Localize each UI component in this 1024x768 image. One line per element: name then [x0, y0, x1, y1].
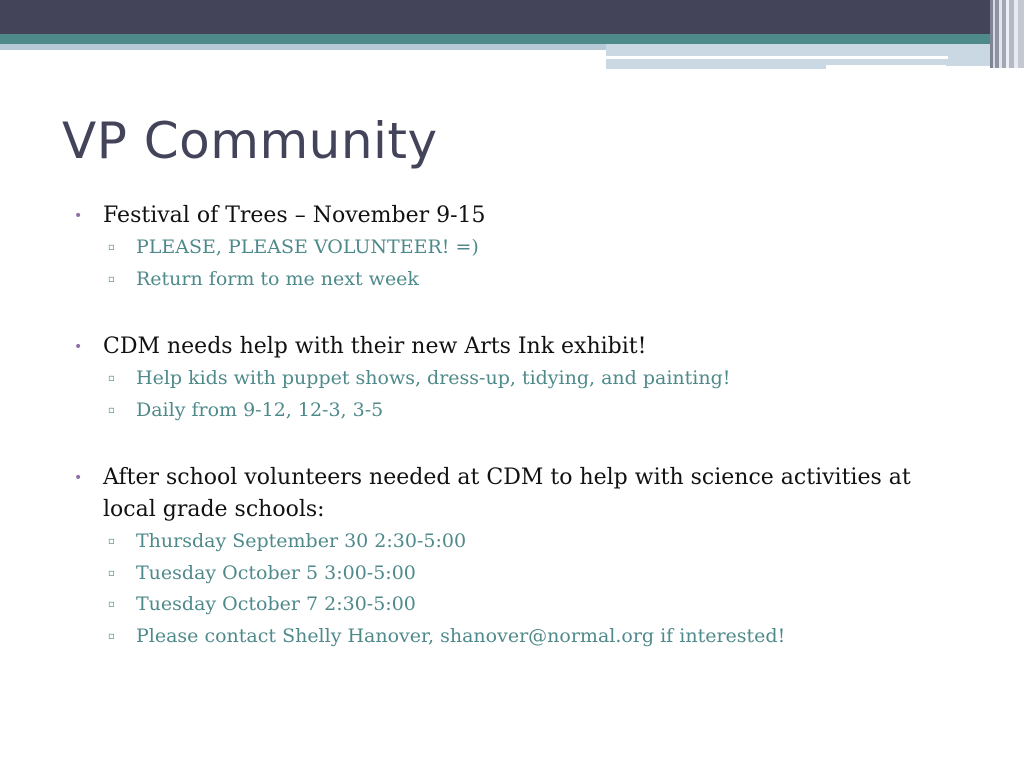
sub-list-item-text: PLEASE, PLEASE VOLUNTEER! =)	[136, 236, 479, 258]
header-divider-line	[826, 65, 946, 68]
list-group	[74, 200, 944, 295]
sub-list-item	[74, 395, 944, 427]
sub-list-item-text: Tuesday October 7 2:30-5:00	[136, 593, 416, 615]
sub-bullet-icon: ▫	[108, 630, 115, 642]
sub-bullet-icon: ▫	[108, 373, 115, 384]
list-group	[74, 462, 944, 652]
sub-list-item	[74, 558, 944, 590]
sub-list-item-text: Daily from 9-12, 12-3, 3-5	[136, 398, 384, 421]
bullet-icon: •	[74, 208, 83, 224]
header-light-band	[0, 44, 606, 50]
sub-list-item-text: Help kids with puppet shows, dress-up, tidying, and painting!	[136, 367, 731, 389]
sub-bullet-icon: ▫	[108, 242, 115, 253]
sub-list-item-text: Thursday September 30 2:30-5:00	[136, 530, 467, 552]
sub-list-item	[74, 232, 944, 264]
bullet-icon: •	[74, 339, 83, 355]
sub-list-item	[74, 264, 944, 296]
header-teal-band	[0, 34, 1024, 44]
sub-list-item-text: Tuesday October 5 3:00-5:00	[136, 561, 416, 584]
list-item	[74, 462, 944, 526]
list-item-text: After school volunteers needed at CDM to help with science activities at local grade schools:	[103, 465, 911, 522]
sub-list-item	[74, 526, 944, 558]
sub-list-item-text: Return form to me next week	[136, 267, 419, 290]
header-divider-line	[606, 66, 826, 69]
sub-list-item	[74, 363, 944, 395]
sub-bullet-icon: ▫	[108, 273, 115, 285]
sub-list-item	[74, 589, 944, 621]
corner-stripes	[990, 0, 1024, 68]
list-item-text: CDM needs help with their new Arts Ink exhibit!	[103, 334, 647, 359]
sub-bullet-icon: ▫	[108, 404, 115, 416]
sub-bullet-icon: ▫	[108, 536, 115, 547]
sub-bullet-icon: ▫	[108, 599, 115, 610]
header-divider-line	[606, 56, 948, 59]
header-step-band	[606, 44, 1024, 66]
bullet-icon: •	[74, 470, 83, 486]
bullet-list	[74, 200, 944, 652]
list-group	[74, 331, 944, 426]
slide-title: VP Community	[62, 112, 438, 170]
list-item	[74, 200, 944, 232]
list-item	[74, 331, 944, 363]
list-item-text: Festival of Trees – November 9-15	[103, 203, 486, 228]
sub-list-item	[74, 621, 944, 653]
sub-bullet-icon: ▫	[108, 567, 115, 579]
header-dark-band	[0, 0, 1024, 34]
sub-list-item-text: Please contact Shelly Hanover, shanover@normal.org if interested!	[136, 624, 786, 647]
